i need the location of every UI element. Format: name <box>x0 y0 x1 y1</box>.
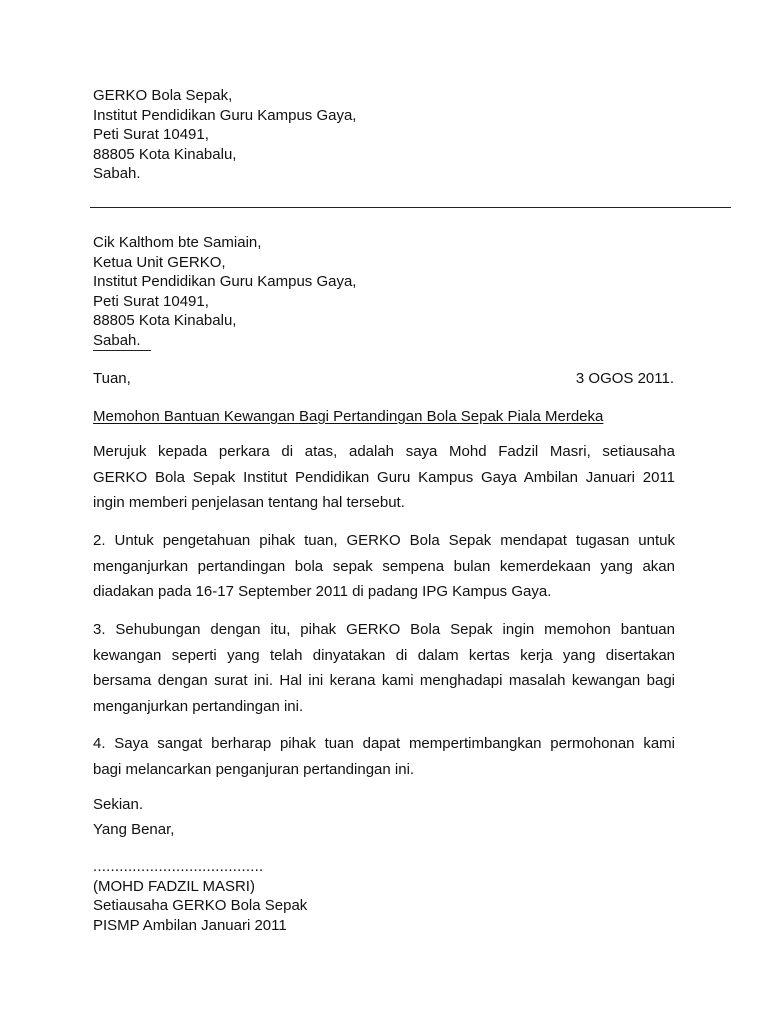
paragraph-line: menganjurkan pertandingan ini. <box>93 697 304 715</box>
sender-line: GERKO Bola Sepak, <box>93 87 233 104</box>
paragraph-line: bersama dengan surat ini. Hal ini kerana kami menghadapi masalah kewangan bagi <box>93 672 675 689</box>
body-paragraph <box>93 734 675 785</box>
signatory-program: PISMP Ambilan Januari 2011 <box>93 917 287 934</box>
header-divider <box>90 207 731 208</box>
body-paragraph <box>93 620 675 722</box>
sender-line: 88805 Kota Kinabalu, <box>93 146 237 163</box>
recipient-line: Sabah. <box>93 332 151 351</box>
paragraph-line: Merujuk kepada perkara di atas, adalah saya Mohd Fadzil Masri, setiausaha <box>93 443 675 460</box>
sender-line: Institut Pendidikan Guru Kampus Gaya, <box>93 107 357 124</box>
letter-date: 3 OGOS 2011. <box>575 370 674 387</box>
signatory-title: Setiausaha GERKO Bola Sepak <box>93 897 308 914</box>
signatory-name: (MOHD FADZIL MASRI) <box>93 878 255 895</box>
recipient-line: 88805 Kota Kinabalu, <box>93 312 237 329</box>
paragraph-line: ingin memberi penjelasan tentang hal tersebut. <box>93 494 405 511</box>
paragraph-line: 2. Untuk pengetahuan pihak tuan, GERKO Bola Sepak mendapat tugasan untuk <box>93 532 675 549</box>
recipient-line: Peti Surat 10491, <box>93 293 209 310</box>
signature-dots: ....................................... <box>93 858 264 875</box>
closing-sekian: Sekian. <box>93 796 144 813</box>
paragraph-line: kewangan seperti yang telah dinyatakan di dalam kertas kerja yang disertakan <box>93 646 675 664</box>
paragraph-line: GERKO Bola Sepak Institut Pendidikan Guru Kampus Gaya Ambilan Januari 2011 <box>93 468 675 486</box>
recipient-line: Ketua Unit GERKO, <box>93 254 226 271</box>
paragraph-line: menganjurkan pertandingan bola sepak sempena bulan kemerdekaan yang akan <box>93 557 675 575</box>
recipient-line-last <box>93 331 151 351</box>
sender-line: Peti Surat 10491, <box>93 126 209 143</box>
body-paragraph <box>93 531 675 608</box>
sender-line: Sabah. <box>93 165 141 182</box>
paragraph-line: 3. Sehubungan dengan itu, pihak GERKO Bola Sepak ingin memohon bantuan <box>93 621 675 638</box>
letter-subject: Memohon Bantuan Kewangan Bagi Pertandingan Bola Sepak Piala Merdeka <box>93 408 604 425</box>
body-paragraph <box>93 442 675 519</box>
closing-yang-benar: Yang Benar, <box>93 821 175 838</box>
paragraph-line: 4. Saya sangat berharap pihak tuan dapat mempertimbangkan permohonan kami <box>93 735 675 752</box>
salutation: Tuan, <box>93 370 131 387</box>
paragraph-line: bagi melancarkan penganjuran pertandingan ini. <box>93 760 415 778</box>
paragraph-line: diadakan pada 16-17 September 2011 di padang IPG Kampus Gaya. <box>93 583 552 600</box>
recipient-line: Institut Pendidikan Guru Kampus Gaya, <box>93 273 357 290</box>
recipient-line: Cik Kalthom bte Samiain, <box>93 234 262 251</box>
